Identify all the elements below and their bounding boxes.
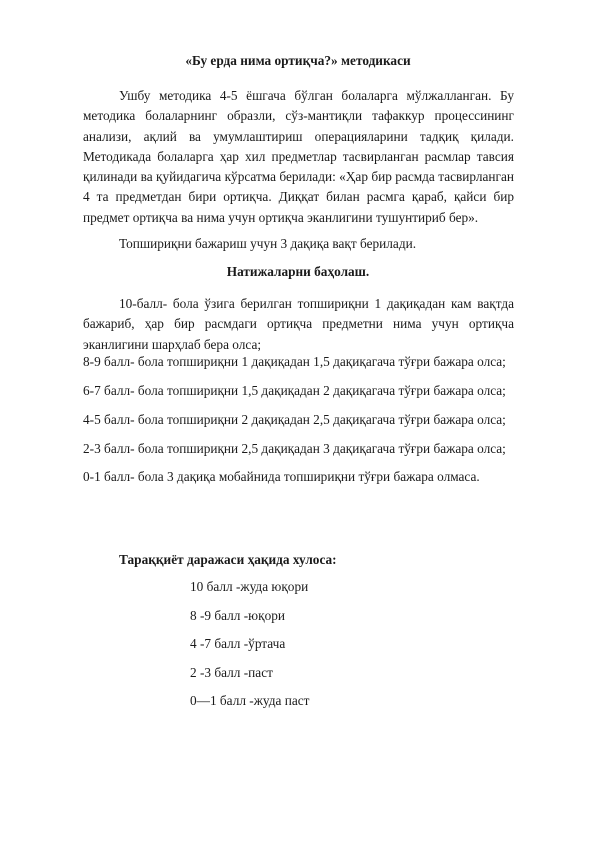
level-item: 10 балл -жуда юқори xyxy=(190,579,309,594)
level-item: 0—1 балл -жуда паст xyxy=(190,693,310,708)
score-line: 2-3 балл- бола топшириқни 2,5 дақиқадан 3 дақиқагача тўғри бажара олса; xyxy=(83,441,506,456)
score-10-paragraph: 10-балл- бола ўзига берилган топшириқни 1 дақиқадан кам вақтда бажариб, ҳар бир расмдаги ортиқча предметни нима учун ортиқча эканлигини шарҳлаб бера олса; xyxy=(83,296,514,352)
level-item: 8 -9 балл -юқори xyxy=(190,608,285,623)
score-line: 8-9 балл- бола топшириқни 1 дақиқадан 1,5 дақиқагача тўғри бажара олса; xyxy=(83,354,506,369)
time-note: Топшириқни бажариш учун 3 дақиқа вақт берилади. xyxy=(119,236,417,251)
score-line: 0-1 балл- бола 3 дақиқа мобайнида топшириқни тўғри бажара олмаса. xyxy=(83,469,480,484)
score-line: 4-5 балл- бола топшириқни 2 дақиқадан 2,5 дақиқагача тўғри бажара олса; xyxy=(83,412,506,427)
results-heading: Натижаларни баҳолаш. xyxy=(226,264,370,279)
score-line: 6-7 балл- бола топшириқни 1,5 дақиқадан 2 дақиқагача тўғри бажара олса; xyxy=(83,383,506,398)
level-item: 4 -7 балл -ўртача xyxy=(190,636,286,651)
intro-paragraph: Ушбу методика 4-5 ёшгача бўлган болаларга мўлжалланган. Бу методика болаларнинг образли, сўз-мантиқли тафаккур процессининг анализи, ақлий ва умумлаштириш операцияларини тадқиқ қилади. Методикада болаларга ҳар хил предметлар тасвирланган расмлар тавсия қилинади ва қуйидагича кўрсатма берилади: «Ҳар бир расмда тасвирланган 4 та предметдан бири ортиқча. Диққат билан расмга қараб, қайси бир предмет ортиқча ва нима учун ортиқча эканлигини тушунтириб бер». xyxy=(83,88,514,225)
level-item: 2 -3 балл -паст xyxy=(190,665,273,680)
document-title: «Бу ерда нима ортиқча?» методикаси xyxy=(185,53,411,68)
conclusion-heading: Тараққиёт даражаси ҳақида хулоса: xyxy=(119,552,337,567)
